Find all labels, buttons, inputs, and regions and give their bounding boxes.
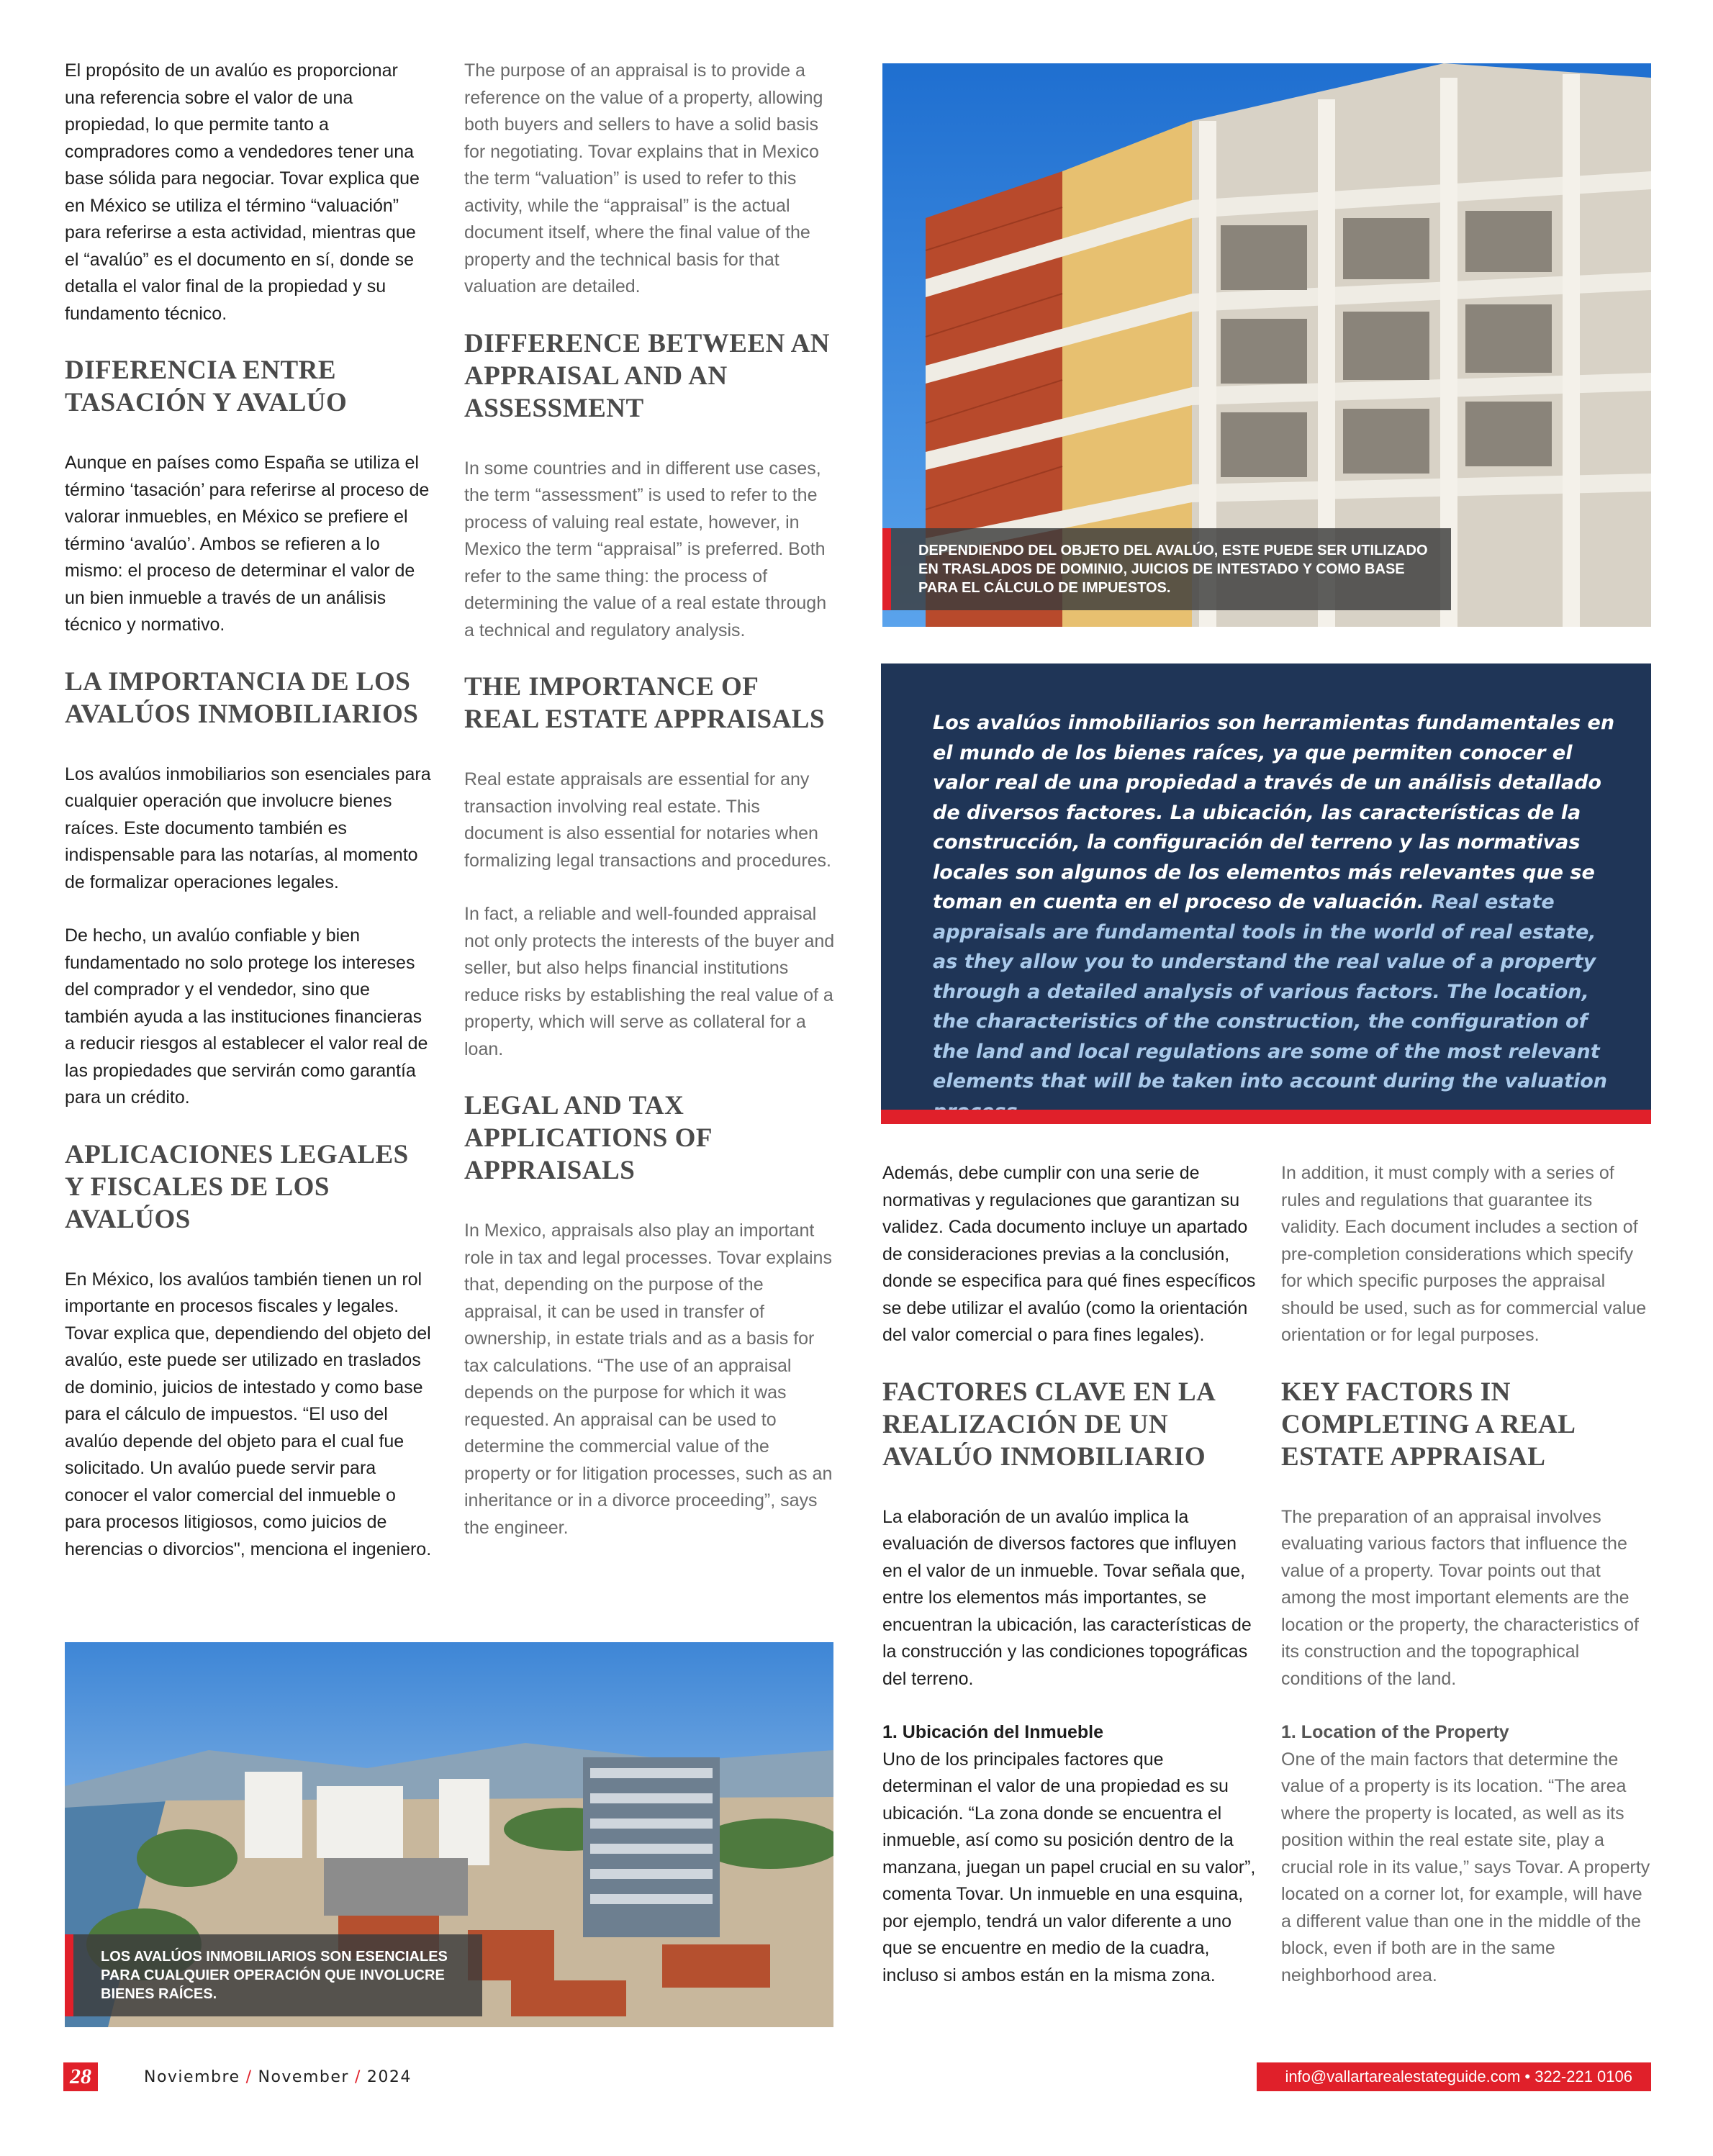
section-heading: DIFERENCIA ENTRE TASACIÓN Y AVALÚO: [65, 355, 348, 417]
photo-caption: LOS AVALÚOS INMOBILIARIOS SON ESENCIALES PARA CUALQUIER OPERACIÓN QUE INVOLUCRE BIENES RAÍCES.: [65, 1934, 482, 2016]
issue-month-es: Noviembre: [144, 2068, 240, 2086]
date-separator: /: [245, 2068, 253, 2086]
pull-quote-text: [933, 708, 1617, 1126]
paragraph: Aunque en países como España se utiliza el término ‘tasación’ para referirse al proceso de valorar inmuebles, en México se prefiere el término ‘avalúo’. Ambos se refieren a lo mismo: el proceso de determinar el valor de un bien inmueble a través de un análisis técnico y normativo.: [65, 453, 430, 635]
article-column-spanish-left: [65, 58, 432, 1590]
paragraph: El propósito de un avalúo es proporcionar una referencia sobre el valor de una propiedad, lo que permite tanto a compradores como a vendedores tener una base sólida para negociar. Tovar explica que en México se utiliza el término “valuación” para referirse a esta actividad, mientras que el “avalúo” es el documento en sí, donde se detalla el valor final de la propiedad y su fundamento técnico.: [65, 60, 420, 324]
section-heading: THE IMPORTANCE OF REAL ESTATE APPRAISALS: [464, 672, 826, 734]
paragraph: In addition, it must comply with a series of rules and regulations that guarantee its validity. Each document includes a section of pre-completion considerations which specify for which specific purposes the appraisal should be used, such as for commercial value orientation or for legal purposes.: [1281, 1163, 1647, 1345]
section-heading: LA IMPORTANCIA DE LOS AVALÚOS INMOBILIARIOS: [65, 666, 419, 729]
paragraph: In fact, a reliable and well-founded appraisal not only protects the interests of the buyer and seller, but also helps financial institutions reduce risks by establishing the real value of a property, which will serve as collateral for a loan.: [464, 904, 835, 1059]
photo-caption: DEPENDIENDO DEL OBJETO DEL AVALÚO, ESTE PUEDE SER UTILIZADO EN TRASLADOS DE DOMINIO, JUICIOS DE INTESTADO Y COMO BASE PARA EL CÁLCULO DE IMPUESTOS.: [882, 528, 1451, 610]
page-number: 28: [63, 2062, 98, 2091]
article-column-spanish-right: [882, 1160, 1257, 2016]
section-heading: KEY FACTORS IN COMPLETING A REAL ESTATE APPRAISAL: [1281, 1377, 1575, 1472]
paragraph: Los avalúos inmobiliarios son esenciales para cualquier operación que involucre bienes raíces. Este documento también es indispensable para las notarías, al momento de formalizar operaciones legales.: [65, 764, 431, 892]
subheading: 1. Location of the Property: [1281, 1722, 1509, 1742]
pull-quote-accent-bar: [881, 1110, 1651, 1124]
issue-month-en: November: [258, 2068, 349, 2086]
paragraph: In Mexico, appraisals also play an important role in tax and legal processes. Tovar explains that, depending on the purpose of the appraisal, it can be used in transfer of ownership, in estate trials and as a basis for tax calculations. “The use of an appraisal depends on the purpose for which it was requested. An appraisal can be used to determine the commercial value of the property or for litigation processes, such as an inheritance or in a divorce proceeding”, says the engineer.: [464, 1220, 833, 1538]
article-column-english-right: [1281, 1160, 1651, 2016]
paragraph: [1281, 1719, 1651, 1989]
paragraph-text: One of the main factors that determine the value of a property is its location. “The area where the property is located, as well as its position within the real estate site, play a crucial role in its value,” says Tovar. A property located on a corner lot, for example, will have a different value than one in the middle of the block, even if both are in the same neighborhood area.: [1281, 1749, 1650, 1985]
construction-building-photo: [882, 63, 1651, 627]
section-heading: LEGAL AND TAX APPLICATIONS OF APPRAISALS: [464, 1091, 712, 1185]
date-separator: /: [354, 2068, 361, 2086]
paragraph: Además, debe cumplir con una serie de normativas y regulaciones que garantizan su validez. Cada documento incluye un apartado de consideraciones previas a la conclusión, donde se especifica para qué fines específicos se debe utilizar el avalúo (como la orientación del valor comercial o para fines legales).: [882, 1163, 1256, 1345]
paragraph: The preparation of an appraisal involves evaluating various factors that influence the value of a property. Tovar points out that among the most important elements are the location or the property, the characteristics of its construction and the topographical conditions of the land.: [1281, 1506, 1639, 1689]
pull-quote-spanish: Los avalúos inmobiliarios son herramientas fundamentales en el mundo de los bienes raíces, ya que permiten conocer el valor real de una propiedad a través de un análisis detallado de diversos factores. La ubicación, las características de la construcción, la configuración del terreno y las normativas locales son algunos de los elementos más relevantes que se toman en cuenta en el proceso de valuación.: [933, 712, 1615, 913]
subheading: 1. Ubicación del Inmueble: [882, 1722, 1104, 1742]
paragraph: La elaboración de un avalúo implica la evaluación de diversos factores que influyen en el valor de un inmueble. Tovar señala que, entre los elementos más importantes, se encuentran la ubicación, las características de la construcción y las condiciones topográficas del terreno.: [882, 1506, 1252, 1689]
aerial-city-photo: [65, 1642, 833, 2027]
pull-quote-english: Real estate appraisals are fundamental tools in the world of real estate, as they allow you to understand the real value of a property through a detailed analysis of various factors. The location, the characteristics of the construction, the configuration of the land and local regulations are some of the most relevant elements that will be taken into account during the valuation: [933, 891, 1607, 1092]
contact-info[interactable]: info@vallartarealestateguide.com • 322-221 0106: [1257, 2062, 1651, 2091]
pull-quote-box: [881, 663, 1651, 1110]
section-heading: DIFFERENCE BETWEEN AN APPRAISAL AND AN ASSESSMENT: [464, 328, 831, 423]
section-heading: FACTORES CLAVE EN LA REALIZACIÓN DE UN AVALÚO INMOBILIARIO: [882, 1377, 1215, 1472]
section-heading: APLICACIONES LEGALES Y FISCALES DE LOS AVALÚOS: [65, 1139, 409, 1234]
paragraph: De hecho, un avalúo confiable y bien fundamentado no solo protege los intereses del comprador y el vendedor, sino que también ayuda a las instituciones financieras a reducir riesgos al establecer el valor real de las propiedades que servirán como garantía para un crédito.: [65, 925, 428, 1108]
paragraph-text: Uno de los principales factores que determinan el valor de una propiedad es su ubicación. “La zona donde se encuentra el inmueble, así como su posición dentro de la manzana, juegan un papel crucial en su valor”, comenta Tovar. Un inmueble en una esquina, por ejemplo, tendrá un valor diferente a uno que se encuentre en medio de la cuadra, incluso si ambos están en la misma zona.: [882, 1749, 1256, 1985]
issue-year: 2024: [366, 2068, 412, 2086]
issue-date: [144, 2068, 412, 2086]
paragraph: En México, los avalúos también tienen un rol importante en procesos fiscales y legales. Tovar explica que, dependiendo del objeto del avalúo, este puede ser utilizado en traslados de dominio, juicios de intestado y como base para el cálculo de impuestos. “El uso del avalúo depende del objeto para el cual fue solicitado. Un avalúo puede servir para conocer el valor comercial del inmueble o para procesos litigiosos, como juicios de herencias o divorcios", menciona el ingeniero.: [65, 1269, 432, 1559]
paragraph: In some countries and in different use cases, the term “assessment” is used to refer to the process of valuing real estate, however, in Mexico the term “appraisal” is preferred. Both refer to the same thing: the process of determining the value of a real estate through a technical and regulatory analysis.: [464, 458, 827, 640]
article-column-english-left: [464, 58, 839, 1568]
paragraph: [882, 1719, 1257, 1989]
paragraph: The purpose of an appraisal is to provide a reference on the value of a property, allowing both buyers and sellers to have a solid basis for negotiating. Tovar explains that in Mexico the term “valuation” is used to refer to this activity, while the “appraisal” is the actual document itself, where the final value of the property and the technical basis for that valuation are detailed.: [464, 60, 823, 296]
paragraph: Real estate appraisals are essential for any transaction involving real estate. This document is also essential for notaries when formalizing legal transactions and procedures.: [464, 769, 831, 871]
